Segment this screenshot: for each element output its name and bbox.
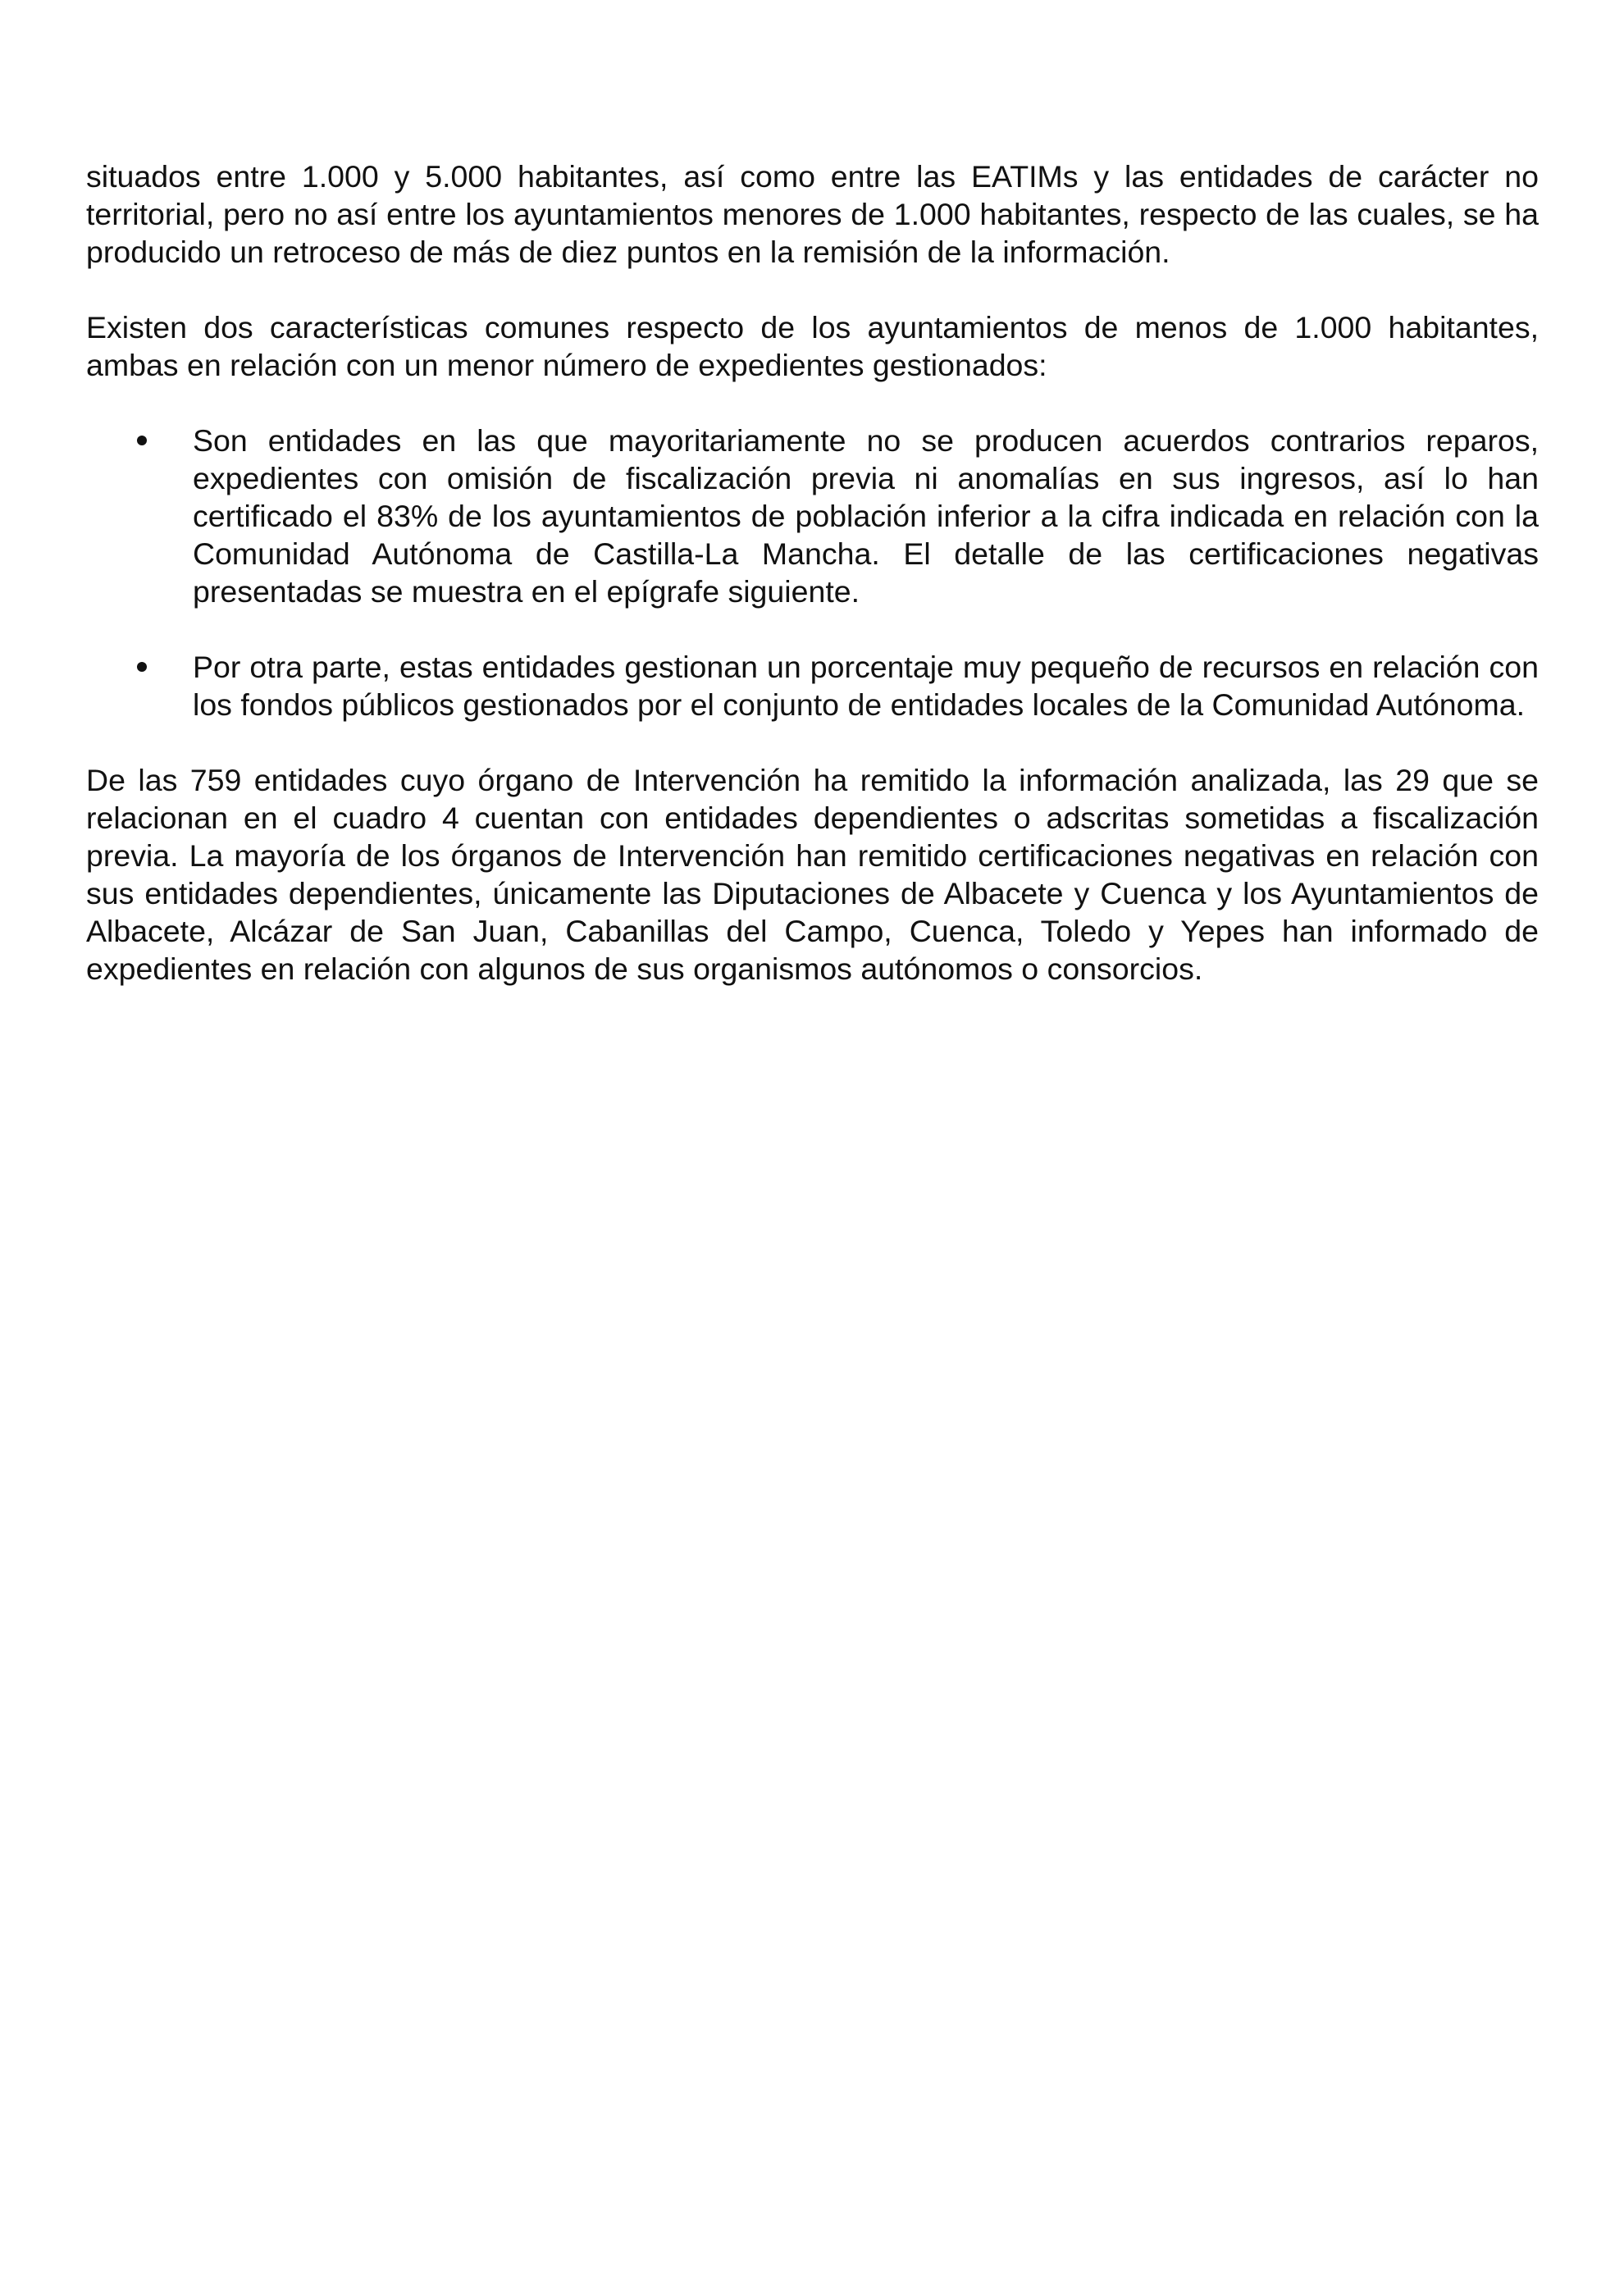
paragraph-continuation: situados entre 1.000 y 5.000 habitantes, así como entre las EATIMs y las entidades de carácter no territorial, pero no así entre los ayuntamientos menores de 1.000 habitantes, respecto de las cuales, se ha producido un retroceso de más de diez puntos en la remisión de la información.: [86, 159, 1539, 269]
bullet-text: Son entidades en las que mayoritariamente no se producen acuerdos contrarios reparos, expedientes con omisión de fiscalización previa ni anomalías en sus ingresos, así lo han certificado el 83% de los ayuntamientos de población inferior a la cifra indicada en relación con la Comunidad Autónoma de Castilla-La Mancha. El detalle de las certificaciones negativas presentadas se muestra en el epígrafe siguiente.: [193, 423, 1539, 609]
bullet-item: [86, 422, 1539, 610]
bullet-text: Por otra parte, estas entidades gestionan un porcentaje muy pequeño de recursos en relación con los fondos públicos gestionados por el conjunto de entidades locales de la Comunidad Autónoma.: [193, 650, 1539, 722]
bullet-dot-icon: [137, 662, 147, 672]
bullet-item: [86, 648, 1539, 723]
document-body: [86, 157, 1539, 988]
paragraph-dependent-entities: De las 759 entidades cuyo órgano de Intervención ha remitido la información analizada, las 29 que se relacionan en el cuadro 4 cuentan con entidades dependientes o adscritas sometidas a fiscalización previa. La mayoría de los órganos de Intervención han remitido certificaciones negativas en relación con sus entidades dependientes, únicamente las Diputaciones de Albacete y Cuenca y los Ayuntamientos de Albacete, Alcázar de San Juan, Cabanillas del Campo, Cuenca, Toledo y Yepes han informado de expedientes en relación con algunos de sus organismos autónomos o consorcios.: [86, 763, 1539, 986]
bullet-list: [86, 422, 1539, 723]
paragraph-characteristics-intro: Existen dos características comunes respecto de los ayuntamientos de menos de 1.000 habitantes, ambas en relación con un menor número de expedientes gestionados:: [86, 310, 1539, 382]
bullet-dot-icon: [137, 436, 147, 445]
